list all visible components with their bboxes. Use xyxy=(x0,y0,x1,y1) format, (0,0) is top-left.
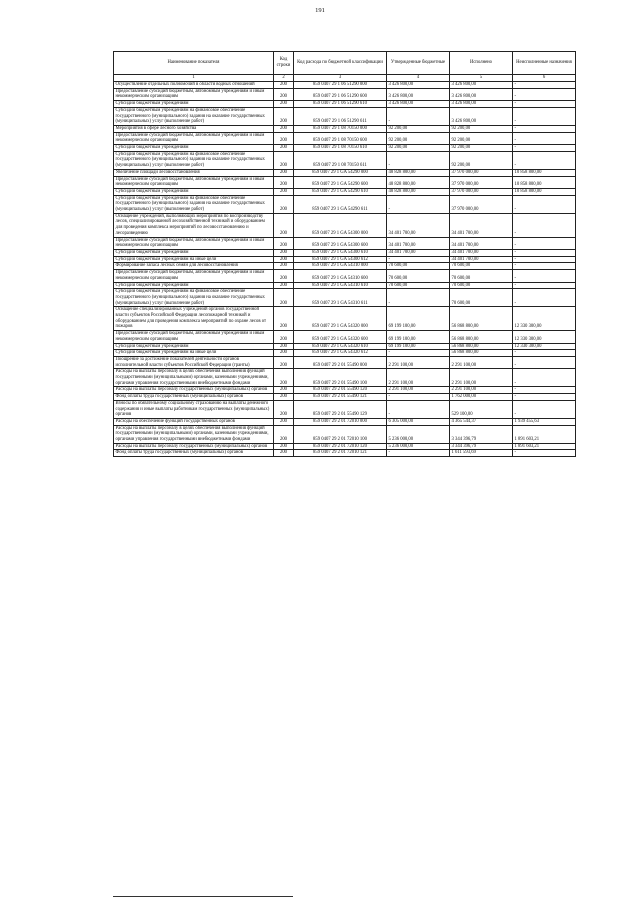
row-line-code: 200 xyxy=(274,289,294,307)
row-approved: 92 200,00 xyxy=(387,132,450,144)
row-remaining: 12 330 300,00 xyxy=(513,307,576,331)
row-approved: - xyxy=(387,195,450,213)
table-row xyxy=(114,331,576,343)
table-row xyxy=(114,195,576,213)
row-line-code: 200 xyxy=(274,450,294,457)
row-executed: 2 291 100,00 xyxy=(450,387,513,394)
row-remaining: - xyxy=(513,270,576,282)
row-executed: 1 762 000,00 xyxy=(450,394,513,401)
row-line-code: 200 xyxy=(274,132,294,144)
row-name: Предоставление субсидий бюджетным, автономным учреждениям и иным некоммерческим организациям xyxy=(114,176,274,188)
row-budget-code: 859 0407 29 1 GA 54310 611 xyxy=(294,289,387,307)
table-row xyxy=(114,132,576,144)
row-line-code: 200 xyxy=(274,249,294,256)
row-name: Расходы на выплаты персоналу государственных (муниципальных) органов xyxy=(114,443,274,450)
row-executed: 3 426 800,00 xyxy=(450,82,513,89)
row-approved: 3 426 800,00 xyxy=(387,101,450,108)
table-row xyxy=(114,394,576,401)
table-row xyxy=(114,188,576,195)
table-row xyxy=(114,270,576,282)
row-name: Мероприятия в сфере лесного хозяйства xyxy=(114,125,274,132)
row-remaining: - xyxy=(513,282,576,289)
row-remaining: - xyxy=(513,249,576,256)
row-budget-code: 859 0407 29 2 01 72010 000 xyxy=(294,418,387,425)
row-executed: 92 200,00 xyxy=(450,145,513,152)
row-approved: - xyxy=(387,107,450,125)
row-remaining: - xyxy=(513,256,576,263)
row-line-code: 200 xyxy=(274,270,294,282)
table-row xyxy=(114,425,576,443)
header-remaining: Неисполненные назначения xyxy=(513,52,576,75)
row-approved: 69 199 100,00 xyxy=(387,331,450,343)
row-executed: 1 611 593,69 xyxy=(450,450,513,457)
row-approved: 2 291 100,00 xyxy=(387,369,450,387)
row-line-code: 200 xyxy=(274,369,294,387)
row-approved: 34 401 700,00 xyxy=(387,213,450,237)
row-remaining: - xyxy=(513,237,576,249)
row-remaining: 10 858 800,00 xyxy=(513,169,576,176)
footer-rule xyxy=(113,896,293,897)
row-remaining: - xyxy=(513,387,576,394)
row-executed: 37 970 000,00 xyxy=(450,176,513,188)
row-name: Субсидии бюджетным учреждениям xyxy=(114,188,274,195)
row-remaining: - xyxy=(513,350,576,357)
row-executed: 70 600,00 xyxy=(450,263,513,270)
row-name: Расходы на выплаты персоналу государственных (муниципальных) органов xyxy=(114,387,274,394)
row-line-code: 200 xyxy=(274,107,294,125)
row-budget-code: 859 0407 29 2 01 55490 000 xyxy=(294,356,387,368)
table-row xyxy=(114,350,576,357)
row-line-code: 200 xyxy=(274,237,294,249)
row-name: Субсидии бюджетным учреждениям xyxy=(114,249,274,256)
table-row xyxy=(114,107,576,125)
row-approved: 5 236 000,00 xyxy=(387,443,450,450)
row-name: Предоставление субсидий бюджетным, автономным учреждениям и иным некоммерческим организациям xyxy=(114,331,274,343)
row-remaining: 10 858 800,00 xyxy=(513,176,576,188)
table-row xyxy=(114,256,576,263)
row-name: Расходы на обеспечение функций государственных органов xyxy=(114,418,274,425)
row-approved: 69 199 100,00 xyxy=(387,343,450,350)
row-line-code: 200 xyxy=(274,387,294,394)
row-name: Субсидии бюджетным учреждениям на финансовое обеспечение государственного (муниципального) задания на оказание государственных (муниципальных) услуг (выполнение работ) xyxy=(114,107,274,125)
row-line-code: 200 xyxy=(274,418,294,425)
row-line-code: 200 xyxy=(274,350,294,357)
table-row xyxy=(114,307,576,331)
row-line-code: 200 xyxy=(274,151,294,169)
row-line-code: 200 xyxy=(274,425,294,443)
table-row xyxy=(114,369,576,387)
row-name: Субсидии бюджетным учреждениям на иные цели xyxy=(114,256,274,263)
row-remaining: - xyxy=(513,82,576,89)
row-remaining: - xyxy=(513,125,576,132)
row-budget-code: 859 0407 29 1 GA 54300 600 xyxy=(294,237,387,249)
row-budget-code: 859 0407 29 1 06 51290 000 xyxy=(294,82,387,89)
row-approved: 3 426 800,00 xyxy=(387,88,450,100)
row-name: Субсидии бюджетным учреждениям на иные цели xyxy=(114,350,274,357)
row-line-code: 200 xyxy=(274,356,294,368)
row-line-code: 200 xyxy=(274,88,294,100)
row-budget-code: 859 0407 29 1 06 51290 600 xyxy=(294,88,387,100)
row-approved: 70 600,00 xyxy=(387,270,450,282)
row-approved: - xyxy=(387,394,450,401)
row-line-code: 200 xyxy=(274,331,294,343)
row-remaining: 12 330 300,00 xyxy=(513,331,576,343)
table-row xyxy=(114,176,576,188)
row-line-code: 200 xyxy=(274,195,294,213)
row-name: Взносы по обязательному социальному страхованию на выплаты денежного содержания и иные выплаты работникам государственных (муниципальных) органов xyxy=(114,400,274,418)
row-approved: 92 200,00 xyxy=(387,145,450,152)
row-name: Субсидии бюджетным учреждениям на финансовое обеспечение государственного (муниципального) задания на оказание государственных (муниципальных) услуг (выполнение работ) xyxy=(114,151,274,169)
row-remaining: - xyxy=(513,263,576,270)
row-name: Субсидии бюджетным учреждениям на финансовое обеспечение государственного (муниципального) задания на оказание государственных (муниципальных) услуг (выполнение работ) xyxy=(114,289,274,307)
row-executed: 34 401 700,00 xyxy=(450,237,513,249)
row-budget-code: 859 0407 29 2 01 72010 120 xyxy=(294,443,387,450)
table-row xyxy=(114,289,576,307)
table-row xyxy=(114,387,576,394)
row-budget-code: 859 0407 29 1 GA 54300 000 xyxy=(294,213,387,237)
row-approved: - xyxy=(387,256,450,263)
row-approved: - xyxy=(387,350,450,357)
row-budget-code: 859 0407 29 1 GA 54290 000 xyxy=(294,169,387,176)
row-remaining: - xyxy=(513,369,576,387)
row-executed: 56 868 800,00 xyxy=(450,307,513,331)
row-name: Предоставление субсидий бюджетным, автономным учреждениям и иным некоммерческим организациям xyxy=(114,88,274,100)
row-budget-code: 859 0407 29 1 06 51290 610 xyxy=(294,101,387,108)
row-remaining: - xyxy=(513,145,576,152)
row-approved: 5 236 000,00 xyxy=(387,425,450,443)
table-row xyxy=(114,237,576,249)
table-row xyxy=(114,145,576,152)
row-name: Субсидии бюджетным учреждениям xyxy=(114,101,274,108)
row-line-code: 200 xyxy=(274,82,294,89)
row-executed: 92 200,00 xyxy=(450,125,513,132)
row-name: Предоставление субсидий бюджетным, автономным учреждениям и иным некоммерческим организациям xyxy=(114,132,274,144)
row-name: Фонд оплаты труда государственных (муниципальных) органов xyxy=(114,450,274,457)
row-name: Оснащение учреждений, выполняющих мероприятия по воспроизводству лесов, специализированной лесохозяйственной техникой и оборудованием для проведения комплекса мероприятий по лесовосстановлению и лесоразведению xyxy=(114,213,274,237)
header-budget-code: Код расхода по бюджетной классификации xyxy=(294,52,387,75)
row-budget-code: 859 0407 29 1 08 70150 600 xyxy=(294,132,387,144)
row-approved: 48 828 800,00 xyxy=(387,176,450,188)
row-name: Поощрение за достижение показателей деятельности органов исполнительной власти субъектов Российской Федерации (гранты) xyxy=(114,356,274,368)
row-executed: 70 600,00 xyxy=(450,289,513,307)
row-executed: 4 365 544,37 xyxy=(450,418,513,425)
row-approved: 69 199 100,00 xyxy=(387,307,450,331)
row-executed: 37 970 000,00 xyxy=(450,188,513,195)
row-remaining: - xyxy=(513,195,576,213)
row-budget-code: 859 0407 29 1 08 70150 000 xyxy=(294,125,387,132)
row-executed: 56 868 800,00 xyxy=(450,350,513,357)
row-budget-code: 859 0407 29 1 08 70150 610 xyxy=(294,145,387,152)
row-executed: 70 600,00 xyxy=(450,282,513,289)
row-approved: 34 401 700,00 xyxy=(387,237,450,249)
row-line-code: 200 xyxy=(274,256,294,263)
row-approved: 34 401 700,00 xyxy=(387,249,450,256)
row-budget-code: 859 0407 29 1 GA 54310 000 xyxy=(294,263,387,270)
row-remaining: - xyxy=(513,107,576,125)
table-row xyxy=(114,343,576,350)
table-row xyxy=(114,213,576,237)
row-executed: 34 401 700,00 xyxy=(450,256,513,263)
row-line-code: 200 xyxy=(274,176,294,188)
row-approved: 2 291 100,00 xyxy=(387,387,450,394)
row-name: Формирование запаса лесных семян для лесовосстановления xyxy=(114,263,274,270)
row-remaining: - xyxy=(513,450,576,457)
row-line-code: 200 xyxy=(274,101,294,108)
page-number: 191 xyxy=(315,7,325,14)
table-row xyxy=(114,151,576,169)
table-row xyxy=(114,169,576,176)
row-remaining: - xyxy=(513,101,576,108)
row-remaining: 1 891 603,21 xyxy=(513,443,576,450)
row-line-code: 200 xyxy=(274,213,294,237)
row-approved: 48 828 800,00 xyxy=(387,169,450,176)
row-line-code: 200 xyxy=(274,400,294,418)
row-executed: 56 868 800,00 xyxy=(450,343,513,350)
table-row xyxy=(114,418,576,425)
row-remaining: - xyxy=(513,213,576,237)
row-budget-code: 859 0407 29 1 GA 54300 612 xyxy=(294,256,387,263)
table-row xyxy=(114,443,576,450)
row-name: Фонд оплаты труда государственных (муниципальных) органов xyxy=(114,394,274,401)
row-name: Субсидии бюджетным учреждениям xyxy=(114,145,274,152)
row-remaining: - xyxy=(513,400,576,418)
row-name: Осуществление отдельных полномочий в области водных отношений xyxy=(114,82,274,89)
row-approved: - xyxy=(387,450,450,457)
row-line-code: 200 xyxy=(274,145,294,152)
row-executed: 3 344 396,79 xyxy=(450,443,513,450)
row-budget-code: 859 0407 29 1 GA 54320 000 xyxy=(294,307,387,331)
row-executed: 70 600,00 xyxy=(450,270,513,282)
row-budget-code: 859 0407 29 1 GA 54310 600 xyxy=(294,270,387,282)
row-executed: 3 426 800,00 xyxy=(450,101,513,108)
row-approved: 2 291 100,00 xyxy=(387,356,450,368)
header-line-code: Код строки xyxy=(274,52,294,75)
row-remaining: 1 891 603,21 xyxy=(513,425,576,443)
row-budget-code: 859 0407 29 2 01 72010 100 xyxy=(294,425,387,443)
row-approved: 92 200,00 xyxy=(387,125,450,132)
row-line-code: 200 xyxy=(274,307,294,331)
row-name: Предоставление субсидий бюджетным, автономным учреждениям и иным некоммерческим организациям xyxy=(114,237,274,249)
table-row xyxy=(114,82,576,89)
row-remaining: 1 939 455,63 xyxy=(513,418,576,425)
row-name: Субсидии бюджетным учреждениям xyxy=(114,343,274,350)
header-approved: Утвержденные бюджетные xyxy=(387,52,450,75)
table-row xyxy=(114,88,576,100)
row-executed: 34 401 700,00 xyxy=(450,213,513,237)
row-line-code: 200 xyxy=(274,394,294,401)
row-approved: 3 426 800,00 xyxy=(387,82,450,89)
column-number: 4 xyxy=(387,75,450,82)
row-remaining: - xyxy=(513,88,576,100)
row-line-code: 200 xyxy=(274,263,294,270)
column-number: 5 xyxy=(450,75,513,82)
table-row xyxy=(114,356,576,368)
row-executed: 56 868 800,00 xyxy=(450,331,513,343)
row-executed: 37 970 000,00 xyxy=(450,195,513,213)
row-remaining: 10 858 800,00 xyxy=(513,188,576,195)
row-executed: 2 291 100,00 xyxy=(450,369,513,387)
row-budget-code: 859 0407 29 1 GA 54290 600 xyxy=(294,176,387,188)
row-approved: 70 600,00 xyxy=(387,282,450,289)
row-executed: 3 344 396,79 xyxy=(450,425,513,443)
row-approved: 6 305 000,00 xyxy=(387,418,450,425)
table-row xyxy=(114,263,576,270)
column-number: 1 xyxy=(114,75,274,82)
row-name: Субсидии бюджетным учреждениям xyxy=(114,282,274,289)
row-name: Расходы на выплаты персоналу в целях обеспечения выполнения функций государственными (муниципальными) органами, казенными учреждениями, органами управления государственными внебюджетными фондами xyxy=(114,425,274,443)
column-number-row xyxy=(114,75,576,82)
row-name: Расходы на выплаты персоналу в целях обеспечения выполнения функций государственными (муниципальными) органами, казенными учреждениями, органами управления государственными внебюджетными фондами xyxy=(114,369,274,387)
row-line-code: 200 xyxy=(274,125,294,132)
table-row xyxy=(114,282,576,289)
row-line-code: 200 xyxy=(274,282,294,289)
row-budget-code: 859 0407 29 2 01 55490 129 xyxy=(294,400,387,418)
table-row xyxy=(114,400,576,418)
row-budget-code: 859 0407 29 1 GA 54300 610 xyxy=(294,249,387,256)
table-row xyxy=(114,125,576,132)
row-approved: 70 600,00 xyxy=(387,263,450,270)
row-budget-code: 859 0407 29 1 GA 54320 612 xyxy=(294,350,387,357)
row-approved: - xyxy=(387,289,450,307)
header-row xyxy=(114,52,576,75)
row-remaining: - xyxy=(513,289,576,307)
row-executed: 37 970 000,00 xyxy=(450,169,513,176)
row-budget-code: 859 0407 29 1 06 51290 611 xyxy=(294,107,387,125)
row-name: Увеличение площади лесовосстановления xyxy=(114,169,274,176)
row-line-code: 200 xyxy=(274,443,294,450)
row-budget-code: 859 0407 29 2 01 72010 121 xyxy=(294,450,387,457)
row-executed: 3 426 800,00 xyxy=(450,107,513,125)
row-executed: 3 426 800,00 xyxy=(450,88,513,100)
row-approved: 48 828 800,00 xyxy=(387,188,450,195)
column-number: 6 xyxy=(513,75,576,82)
table-row xyxy=(114,249,576,256)
row-executed: 92 200,00 xyxy=(450,132,513,144)
row-executed: 92 200,00 xyxy=(450,151,513,169)
row-line-code: 200 xyxy=(274,188,294,195)
column-number: 2 xyxy=(274,75,294,82)
row-remaining: - xyxy=(513,394,576,401)
row-executed: 2 291 100,00 xyxy=(450,356,513,368)
row-budget-code: 859 0407 29 2 01 55490 100 xyxy=(294,369,387,387)
header-name: Наименование показателя xyxy=(114,52,274,75)
row-budget-code: 859 0407 29 1 GA 54320 610 xyxy=(294,343,387,350)
row-budget-code: 859 0407 29 1 08 70150 611 xyxy=(294,151,387,169)
expenditure-table xyxy=(113,51,576,457)
header-executed: Исполнено xyxy=(450,52,513,75)
row-line-code: 200 xyxy=(274,169,294,176)
row-budget-code: 859 0407 29 1 GA 54290 610 xyxy=(294,188,387,195)
row-remaining: - xyxy=(513,151,576,169)
row-name: Оснащение специализированных учреждений органов государственной власти субъектов Российской Федерации лесопожарной техникой и оборудованием для проведения комплекса мероприятий по охране лесов от пожаров xyxy=(114,307,274,331)
row-approved: - xyxy=(387,400,450,418)
row-budget-code: 859 0407 29 1 GA 54310 610 xyxy=(294,282,387,289)
row-remaining: - xyxy=(513,132,576,144)
row-approved: - xyxy=(387,151,450,169)
row-executed: 34 401 700,00 xyxy=(450,249,513,256)
row-remaining: - xyxy=(513,356,576,368)
row-remaining: 12 330 300,00 xyxy=(513,343,576,350)
row-name: Субсидии бюджетным учреждениям на финансовое обеспечение государственного (муниципального) задания на оказание государственных (муниципальных) услуг (выполнение работ) xyxy=(114,195,274,213)
row-budget-code: 859 0407 29 1 GA 54320 600 xyxy=(294,331,387,343)
table-row xyxy=(114,101,576,108)
row-line-code: 200 xyxy=(274,343,294,350)
row-budget-code: 859 0407 29 1 GA 54290 611 xyxy=(294,195,387,213)
row-name: Предоставление субсидий бюджетным, автономным учреждениям и иным некоммерческим организациям xyxy=(114,270,274,282)
table-row xyxy=(114,450,576,457)
row-budget-code: 859 0407 29 2 01 55490 120 xyxy=(294,387,387,394)
column-number: 3 xyxy=(294,75,387,82)
row-budget-code: 859 0407 29 2 01 55490 121 xyxy=(294,394,387,401)
row-executed: 529 100,00 xyxy=(450,400,513,418)
